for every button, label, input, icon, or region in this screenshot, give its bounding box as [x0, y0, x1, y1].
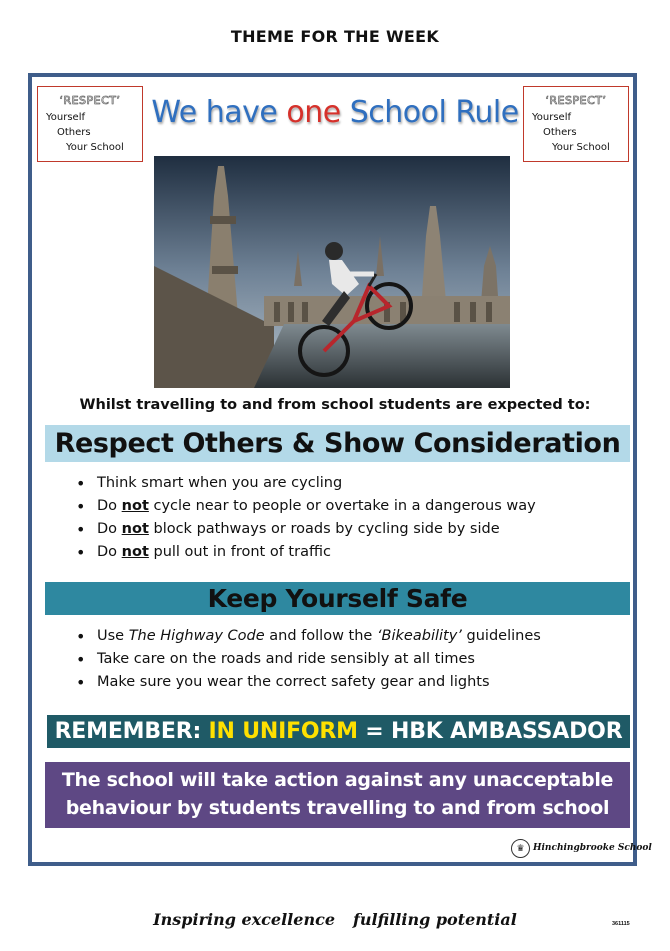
headline-pre: We have [151, 95, 287, 130]
item-text: guidelines [461, 628, 541, 644]
document-code: 361115 [612, 921, 630, 927]
respect-box-right [523, 86, 629, 162]
section-safe-title: Keep Yourself Safe [45, 582, 630, 615]
page-title: THEME FOR THE WEEK [230, 27, 440, 46]
item-italic: The Highway Code [128, 628, 265, 644]
logo-text: Hinchingbrooke School [533, 843, 652, 853]
respect-line-yourself: Yourself [46, 112, 86, 123]
item-text: cycle near to people or overtake in a dangerous way [148, 498, 536, 514]
respect-line-yourself: Yourself [532, 112, 572, 123]
list-item [74, 541, 536, 564]
item-italic: ‘Bikeability’ [376, 628, 462, 644]
list-item [74, 671, 541, 694]
item-text: block pathways or roads by cycling side by side [148, 521, 500, 537]
warning-line-1: The school will take action against any unacceptable [61, 769, 614, 791]
section-respect-title: Respect Others & Show Consideration [45, 425, 630, 462]
school-logo [511, 836, 652, 860]
intro-text: Whilst travelling to and from school students are expected to: [79, 397, 591, 413]
list-item [74, 518, 536, 541]
respect-bullet-list [74, 472, 536, 564]
item-text: Make sure you wear the correct safety gear and lights [97, 674, 490, 690]
item-text: pull out in front of traffic [148, 544, 331, 560]
warning-banner [45, 762, 630, 828]
warning-line-2: behaviour by students travelling to and from school [65, 797, 610, 819]
item-text: Take care on the roads and ride sensibly at all times [97, 651, 475, 667]
respect-line-others: Others [543, 127, 577, 138]
tagline-part-2: fulfilling potential [353, 910, 517, 929]
list-item [74, 648, 541, 671]
respect-heading: ‘RESPECT’ [59, 94, 121, 107]
item-text: Do [97, 498, 122, 514]
remember-highlight: IN UNIFORM [208, 719, 358, 744]
respect-heading: ‘RESPECT’ [545, 94, 607, 107]
headline-highlight: one [286, 95, 341, 130]
safe-bullet-list [74, 625, 541, 694]
school-crest-icon: ♛ [511, 839, 530, 858]
headline-post: School Rule [340, 95, 519, 130]
item-emphasis: not [121, 521, 149, 537]
list-item [74, 472, 536, 495]
respect-line-school: Your School [552, 142, 610, 153]
item-emphasis: not [121, 544, 149, 560]
remember-post: = HBK AMBASSADOR [357, 719, 623, 744]
respect-box-left [37, 86, 143, 162]
item-text: Do [97, 521, 122, 537]
remember-pre: REMEMBER: [54, 719, 209, 744]
remember-banner [47, 715, 630, 748]
item-text: Think smart when you are cycling [97, 475, 343, 491]
respect-line-school: Your School [66, 142, 124, 153]
list-item [74, 495, 536, 518]
item-text: Use [97, 628, 129, 644]
respect-line-others: Others [57, 127, 91, 138]
tagline-part-1: Inspiring excellence [153, 910, 335, 929]
headline [150, 95, 520, 130]
footer-tagline [0, 910, 670, 929]
list-item [74, 625, 541, 648]
item-text: Do [97, 544, 122, 560]
cyclist-photo [154, 156, 510, 388]
item-text: and follow the [264, 628, 377, 644]
item-emphasis: not [121, 498, 149, 514]
